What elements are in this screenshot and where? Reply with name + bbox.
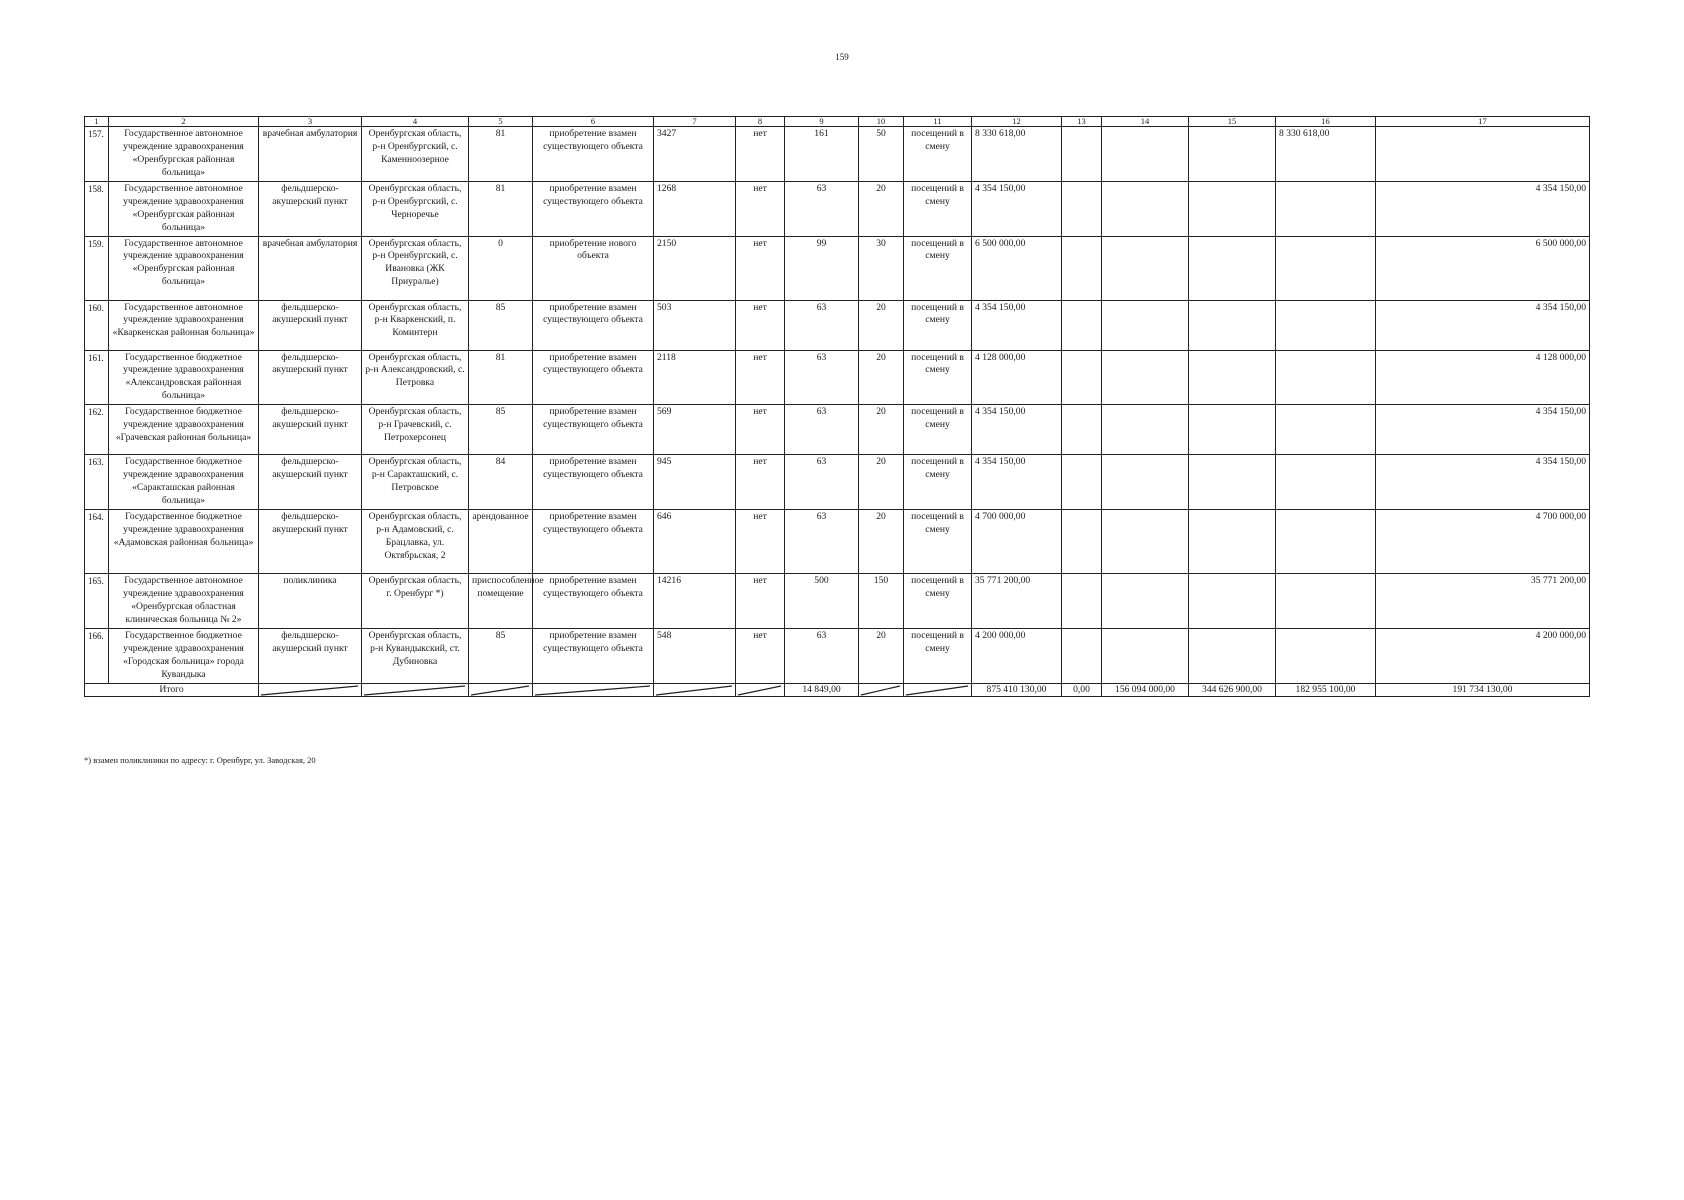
facility-type-cell: фельдшерско-акушерский пункт: [259, 181, 362, 236]
col7-cell: 2150: [654, 236, 736, 300]
col15-amount-cell: [1189, 455, 1276, 510]
column-header-6: 6: [533, 117, 654, 127]
organization-cell: Государственное автономное учреждение здравоохранения «Оренбургская районная больница»: [109, 127, 259, 182]
purpose-cell: приобретение взамен существующего объекта: [533, 350, 654, 405]
strikeout-cell: [533, 683, 654, 696]
col10-cell: 20: [859, 300, 904, 350]
table-body: [85, 127, 1590, 697]
total-col17: 191 734 130,00: [1376, 683, 1590, 696]
total-col14: 156 094 000,00: [1102, 683, 1189, 696]
strikeout-line: [364, 685, 465, 696]
col12-amount-cell: 8 330 618,00: [972, 127, 1062, 182]
total-col13: 0,00: [1062, 683, 1102, 696]
col13-amount-cell: [1062, 405, 1102, 455]
column-header-17: 17: [1376, 117, 1590, 127]
facility-type-cell: фельдшерско-акушерский пункт: [259, 455, 362, 510]
col16-amount-cell: [1276, 574, 1376, 629]
col17-amount-cell: 4 354 150,00: [1376, 181, 1590, 236]
table-row: [85, 181, 1590, 236]
col14-amount-cell: [1102, 350, 1189, 405]
col8-cell: нет: [736, 350, 785, 405]
organization-cell: Государственное бюджетное учреждение здравоохранения «Городская больница» города Кувандыка: [109, 628, 259, 683]
col8-cell: нет: [736, 628, 785, 683]
col17-amount-cell: 6 500 000,00: [1376, 236, 1590, 300]
total-col12: 875 410 130,00: [972, 683, 1062, 696]
row-number: 157.: [85, 127, 109, 182]
purpose-cell: приобретение взамен существующего объекта: [533, 455, 654, 510]
col17-amount-cell: [1376, 127, 1590, 182]
col9-cell: 63: [785, 405, 859, 455]
col5-cell: 84: [469, 455, 533, 510]
col5-cell: 81: [469, 350, 533, 405]
col9-cell: 63: [785, 350, 859, 405]
organization-cell: Государственное бюджетное учреждение здравоохранения «Грачевская районная больница»: [109, 405, 259, 455]
address-cell: Оренбургская область, р-н Александровский, с. Петровка: [362, 350, 469, 405]
col10-cell: 20: [859, 628, 904, 683]
column-header-15: 15: [1189, 117, 1276, 127]
col10-cell: 20: [859, 350, 904, 405]
table-row: [85, 300, 1590, 350]
col13-amount-cell: [1062, 510, 1102, 574]
purpose-cell: приобретение взамен существующего объекта: [533, 510, 654, 574]
register-table: [84, 116, 1590, 697]
column-header-5: 5: [469, 117, 533, 127]
col12-amount-cell: 4 354 150,00: [972, 405, 1062, 455]
col7-cell: 569: [654, 405, 736, 455]
col7-cell: 14216: [654, 574, 736, 629]
address-cell: Оренбургская область, р-н Оренбургский, с. Черноречье: [362, 181, 469, 236]
column-header-10: 10: [859, 117, 904, 127]
purpose-cell: приобретение взамен существующего объекта: [533, 574, 654, 629]
col15-amount-cell: [1189, 236, 1276, 300]
column-header-13: 13: [1062, 117, 1102, 127]
col9-cell: 63: [785, 300, 859, 350]
col7-cell: 503: [654, 300, 736, 350]
col7-cell: 646: [654, 510, 736, 574]
strikeout-cell: [904, 683, 972, 696]
col5-cell: 0: [469, 236, 533, 300]
col12-amount-cell: 6 500 000,00: [972, 236, 1062, 300]
col11-cell: посещений в смену: [904, 510, 972, 574]
strikeout-line: [861, 685, 900, 696]
col14-amount-cell: [1102, 510, 1189, 574]
total-col15: 344 626 900,00: [1189, 683, 1276, 696]
col15-amount-cell: [1189, 510, 1276, 574]
col16-amount-cell: [1276, 181, 1376, 236]
col12-amount-cell: 4 128 000,00: [972, 350, 1062, 405]
col10-cell: 50: [859, 127, 904, 182]
col9-cell: 63: [785, 455, 859, 510]
row-number: 165.: [85, 574, 109, 629]
col8-cell: нет: [736, 405, 785, 455]
col12-amount-cell: 4 200 000,00: [972, 628, 1062, 683]
col12-amount-cell: 4 354 150,00: [972, 181, 1062, 236]
col15-amount-cell: [1189, 574, 1276, 629]
col13-amount-cell: [1062, 181, 1102, 236]
col12-amount-cell: 4 700 000,00: [972, 510, 1062, 574]
col14-amount-cell: [1102, 574, 1189, 629]
row-number: 159.: [85, 236, 109, 300]
organization-cell: Государственное автономное учреждение здравоохранения «Оренбургская районная больница»: [109, 181, 259, 236]
col13-amount-cell: [1062, 350, 1102, 405]
col16-amount-cell: [1276, 510, 1376, 574]
purpose-cell: приобретение взамен существующего объекта: [533, 405, 654, 455]
col5-cell: 85: [469, 405, 533, 455]
col17-amount-cell: 4 200 000,00: [1376, 628, 1590, 683]
col16-amount-cell: 8 330 618,00: [1276, 127, 1376, 182]
col15-amount-cell: [1189, 300, 1276, 350]
purpose-cell: приобретение взамен существующего объекта: [533, 181, 654, 236]
facility-type-cell: фельдшерско-акушерский пункт: [259, 628, 362, 683]
col9-cell: 63: [785, 510, 859, 574]
address-cell: Оренбургская область, р-н Грачевский, с. Петрохерсонец: [362, 405, 469, 455]
facility-type-cell: фельдшерско-акушерский пункт: [259, 350, 362, 405]
col8-cell: нет: [736, 236, 785, 300]
col14-amount-cell: [1102, 628, 1189, 683]
col7-cell: 2118: [654, 350, 736, 405]
col10-cell: 30: [859, 236, 904, 300]
facility-type-cell: врачебная амбулатория: [259, 127, 362, 182]
col5-cell: 85: [469, 300, 533, 350]
facility-type-cell: фельдшерско-акушерский пункт: [259, 405, 362, 455]
col9-cell: 63: [785, 628, 859, 683]
total-col9: 14 849,00: [785, 683, 859, 696]
facility-type-cell: фельдшерско-акушерский пункт: [259, 510, 362, 574]
row-number: 161.: [85, 350, 109, 405]
page-number: 159: [835, 52, 849, 62]
col8-cell: нет: [736, 127, 785, 182]
column-header-16: 16: [1276, 117, 1376, 127]
table-row: [85, 350, 1590, 405]
row-number: 164.: [85, 510, 109, 574]
col16-amount-cell: [1276, 236, 1376, 300]
table-row: [85, 127, 1590, 182]
strikeout-line: [738, 685, 781, 696]
col11-cell: посещений в смену: [904, 350, 972, 405]
col8-cell: нет: [736, 574, 785, 629]
strikeout-line: [261, 685, 358, 696]
col10-cell: 20: [859, 455, 904, 510]
col14-amount-cell: [1102, 181, 1189, 236]
strikeout-cell: [736, 683, 785, 696]
col7-cell: 945: [654, 455, 736, 510]
column-header-14: 14: [1102, 117, 1189, 127]
strikeout-cell: [654, 683, 736, 696]
col17-amount-cell: 4 128 000,00: [1376, 350, 1590, 405]
total-label: Итого: [85, 683, 259, 696]
col16-amount-cell: [1276, 405, 1376, 455]
organization-cell: Государственное бюджетное учреждение здравоохранения «Александровская районная больница»: [109, 350, 259, 405]
col8-cell: нет: [736, 300, 785, 350]
table-row: [85, 236, 1590, 300]
col5-cell: приспособленное помещение: [469, 574, 533, 629]
strikeout-cell: [859, 683, 904, 696]
col13-amount-cell: [1062, 574, 1102, 629]
total-col16: 182 955 100,00: [1276, 683, 1376, 696]
col15-amount-cell: [1189, 350, 1276, 405]
table-row: [85, 628, 1590, 683]
column-header-1: 1: [85, 117, 109, 127]
col16-amount-cell: [1276, 628, 1376, 683]
row-number: 160.: [85, 300, 109, 350]
col10-cell: 20: [859, 405, 904, 455]
strikeout-line: [906, 685, 968, 696]
col17-amount-cell: 4 700 000,00: [1376, 510, 1590, 574]
col9-cell: 63: [785, 181, 859, 236]
address-cell: Оренбургская область, р-н Адамовский, с. Брацлавка, ул. Октябрьская, 2: [362, 510, 469, 574]
column-header-row: [85, 117, 1590, 127]
col11-cell: посещений в смену: [904, 127, 972, 182]
total-row: [85, 683, 1590, 696]
col10-cell: 20: [859, 181, 904, 236]
column-header-7: 7: [654, 117, 736, 127]
address-cell: Оренбургская область, р-н Оренбургский, с. Ивановка (ЖК Приуралье): [362, 236, 469, 300]
col10-cell: 150: [859, 574, 904, 629]
col11-cell: посещений в смену: [904, 181, 972, 236]
strikeout-cell: [259, 683, 362, 696]
organization-cell: Государственное бюджетное учреждение здравоохранения «Саракташская районная больница»: [109, 455, 259, 510]
column-header-3: 3: [259, 117, 362, 127]
col8-cell: нет: [736, 455, 785, 510]
col16-amount-cell: [1276, 350, 1376, 405]
col14-amount-cell: [1102, 236, 1189, 300]
col15-amount-cell: [1189, 628, 1276, 683]
col17-amount-cell: 35 771 200,00: [1376, 574, 1590, 629]
organization-cell: Государственное автономное учреждение здравоохранения «Оренбургская областная клиническая больница № 2»: [109, 574, 259, 629]
strikeout-cell: [362, 683, 469, 696]
row-number: 166.: [85, 628, 109, 683]
col9-cell: 161: [785, 127, 859, 182]
organization-cell: Государственное автономное учреждение здравоохранения «Оренбургская районная больница»: [109, 236, 259, 300]
column-header-9: 9: [785, 117, 859, 127]
col5-cell: 81: [469, 181, 533, 236]
col14-amount-cell: [1102, 127, 1189, 182]
row-number: 162.: [85, 405, 109, 455]
purpose-cell: приобретение взамен существующего объекта: [533, 628, 654, 683]
col17-amount-cell: 4 354 150,00: [1376, 300, 1590, 350]
strikeout-cell: [469, 683, 533, 696]
address-cell: Оренбургская область, г. Оренбург *): [362, 574, 469, 629]
col5-cell: 85: [469, 628, 533, 683]
col13-amount-cell: [1062, 300, 1102, 350]
col13-amount-cell: [1062, 236, 1102, 300]
col8-cell: нет: [736, 510, 785, 574]
col11-cell: посещений в смену: [904, 405, 972, 455]
col8-cell: нет: [736, 181, 785, 236]
col12-amount-cell: 35 771 200,00: [972, 574, 1062, 629]
col10-cell: 20: [859, 510, 904, 574]
col11-cell: посещений в смену: [904, 300, 972, 350]
address-cell: Оренбургская область, р-н Саракташский, с. Петровское: [362, 455, 469, 510]
col7-cell: 1268: [654, 181, 736, 236]
col15-amount-cell: [1189, 405, 1276, 455]
col11-cell: посещений в смену: [904, 236, 972, 300]
col16-amount-cell: [1276, 300, 1376, 350]
col17-amount-cell: 4 354 150,00: [1376, 405, 1590, 455]
organization-cell: Государственное бюджетное учреждение здравоохранения «Адамовская районная больница»: [109, 510, 259, 574]
col11-cell: посещений в смену: [904, 574, 972, 629]
col15-amount-cell: [1189, 181, 1276, 236]
col13-amount-cell: [1062, 127, 1102, 182]
col12-amount-cell: 4 354 150,00: [972, 300, 1062, 350]
col11-cell: посещений в смену: [904, 455, 972, 510]
strikeout-line: [535, 685, 650, 696]
col9-cell: 99: [785, 236, 859, 300]
column-header-2: 2: [109, 117, 259, 127]
col5-cell: 81: [469, 127, 533, 182]
purpose-cell: приобретение взамен существующего объекта: [533, 127, 654, 182]
column-header-4: 4: [362, 117, 469, 127]
address-cell: Оренбургская область, р-н Кувандыкский, ст. Дубиновка: [362, 628, 469, 683]
col16-amount-cell: [1276, 455, 1376, 510]
address-cell: Оренбургская область, р-н Оренбургский, с. Каменноозерное: [362, 127, 469, 182]
purpose-cell: приобретение нового объекта: [533, 236, 654, 300]
purpose-cell: приобретение взамен существующего объекта: [533, 300, 654, 350]
col15-amount-cell: [1189, 127, 1276, 182]
col14-amount-cell: [1102, 405, 1189, 455]
col5-cell: арендованное: [469, 510, 533, 574]
organization-cell: Государственное автономное учреждение здравоохранения «Кваркенская районная больница»: [109, 300, 259, 350]
table-row: [85, 574, 1590, 629]
table-row: [85, 405, 1590, 455]
address-cell: Оренбургская область, р-н Кваркенский, п. Коминтерн: [362, 300, 469, 350]
strikeout-line: [471, 685, 529, 696]
table-row: [85, 510, 1590, 574]
col12-amount-cell: 4 354 150,00: [972, 455, 1062, 510]
col9-cell: 500: [785, 574, 859, 629]
column-header-12: 12: [972, 117, 1062, 127]
column-header-8: 8: [736, 117, 785, 127]
column-header-11: 11: [904, 117, 972, 127]
table-row: [85, 455, 1590, 510]
col7-cell: 3427: [654, 127, 736, 182]
col7-cell: 548: [654, 628, 736, 683]
row-number: 163.: [85, 455, 109, 510]
col17-amount-cell: 4 354 150,00: [1376, 455, 1590, 510]
strikeout-line: [656, 685, 732, 696]
col11-cell: посещений в смену: [904, 628, 972, 683]
col14-amount-cell: [1102, 300, 1189, 350]
col14-amount-cell: [1102, 455, 1189, 510]
facility-type-cell: врачебная амбулатория: [259, 236, 362, 300]
col13-amount-cell: [1062, 628, 1102, 683]
row-number: 158.: [85, 181, 109, 236]
footnote: *) взамен поликлиники по адресу: г. Оренбург, ул. Заводская, 20: [84, 755, 316, 765]
facility-type-cell: поликлиника: [259, 574, 362, 629]
col13-amount-cell: [1062, 455, 1102, 510]
facility-type-cell: фельдшерско-акушерский пункт: [259, 300, 362, 350]
